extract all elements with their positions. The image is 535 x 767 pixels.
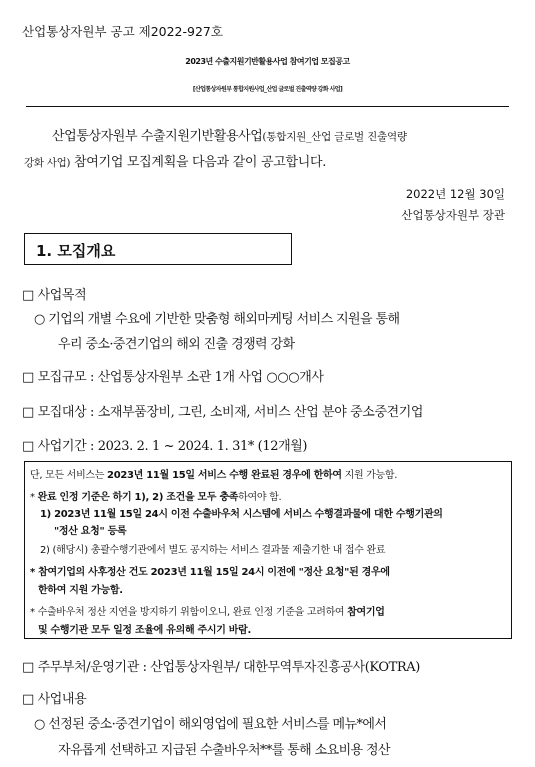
note-2-post: 하여야 함. — [238, 492, 282, 503]
note-2-pre: * — [30, 492, 38, 503]
intro-main-2: 참여기업 모집계획을 다음과 같이 공고합니다. — [70, 155, 327, 170]
note-4: 2) (해당시) 총괄수행기관에서 별도 공지하는 서비스 결과물 제출기한 내 접수 완료 — [40, 545, 386, 556]
intro-line-1 — [52, 125, 407, 144]
notice-date: 2022년 12월 30일 — [405, 187, 505, 201]
page-title: 2023년 수출지원기반활용사업 참여기업 모집공고 — [185, 57, 350, 66]
note-2-bold: 완료 인정 기준은 하기 1), 2) 조건을 모두 충족 — [37, 492, 239, 503]
intro-paren-2: 강화 사업) — [24, 157, 71, 169]
content-label: □ 사업내용 — [22, 692, 87, 707]
note-5-line-1: * 참여기업의 사후정산 건도 2023년 11월 15일 24시 이전에 "정산 요청"된 경우에 — [30, 567, 390, 578]
period-item: □ 사업기간 : 2023. 2. 1 ~ 2024. 1. 31* (12개월) — [22, 439, 308, 454]
page-subtitle: [산업통상자원부 통합지원사업_산업 글로벌 진출역량 강화 사업] — [192, 86, 343, 93]
note-1-pre: 단, 모든 서비스는 — [30, 470, 108, 481]
purpose-line-2: 우리 중소·중견기업의 해외 진출 경쟁력 강화 — [58, 337, 295, 352]
note-5-line-2: 한하여 지원 가능함. — [38, 585, 123, 596]
note-1-post: 지원 가능함. — [341, 470, 398, 481]
intro-paren: (통합지원_산업 글로벌 진출역량 — [262, 131, 407, 143]
note-6-line-2: 및 수행기관 모두 일정 조율에 유의해 주시기 바람. — [38, 625, 251, 636]
content-line-1: ○ 선정된 중소·중견기업이 해외영업에 필요한 서비스를 메뉴*에서 — [34, 717, 387, 732]
note-1 — [30, 466, 397, 481]
note-2 — [30, 488, 281, 503]
scale-item: □ 모집규모 : 산업통상자원부 소관 1개 사업 ○○○개사 — [22, 370, 324, 385]
section-title: 1. 모집개요 — [36, 242, 116, 260]
notice-issuer: 산업통상자원부 장관 — [401, 208, 505, 222]
note-3-line-1: 1) 2023년 11월 15일 24시 이전 수출바우처 시스템에 서비스 수행결과물에 대한 수행기관의 — [40, 509, 443, 520]
content-line-2: 자유롭게 선택하고 지급된 수출바우처**를 통해 소요비용 정산 — [58, 743, 390, 758]
note-6-pre: * 수출바우처 정산 지연을 방지하기 위함이오니, 완료 인정 기준을 고려하여 — [30, 607, 348, 618]
intro-line-2 — [24, 151, 326, 170]
intro-main: 산업통상자원부 수출지원기반활용사업 — [52, 129, 263, 144]
purpose-line-1: ○ 기업의 개별 수요에 기반한 맞춤형 해외마케팅 서비스 지원을 통해 — [34, 312, 400, 327]
operator-item: □ 주무부처/운영기관 : 산업통상자원부/ 대한무역투자진흥공사(KOTRA) — [22, 660, 420, 675]
notice-number: 산업통상자원부 공고 제2022-927호 — [22, 24, 223, 39]
subtitle-underline — [26, 106, 509, 107]
note-1-bold: 2023년 11월 15일 서비스 수행 완료된 경우에 한하여 — [107, 470, 342, 481]
purpose-label: □ 사업목적 — [22, 288, 87, 303]
target-item: □ 모집대상 : 소재부품장비, 그린, 소비재, 서비스 산업 분야 중소중견기업 — [22, 405, 424, 420]
note-3-line-2: "정산 요청" 등록 — [54, 526, 127, 537]
note-6-bold: 참여기업 — [347, 607, 385, 618]
note-6-line-1 — [30, 603, 385, 618]
